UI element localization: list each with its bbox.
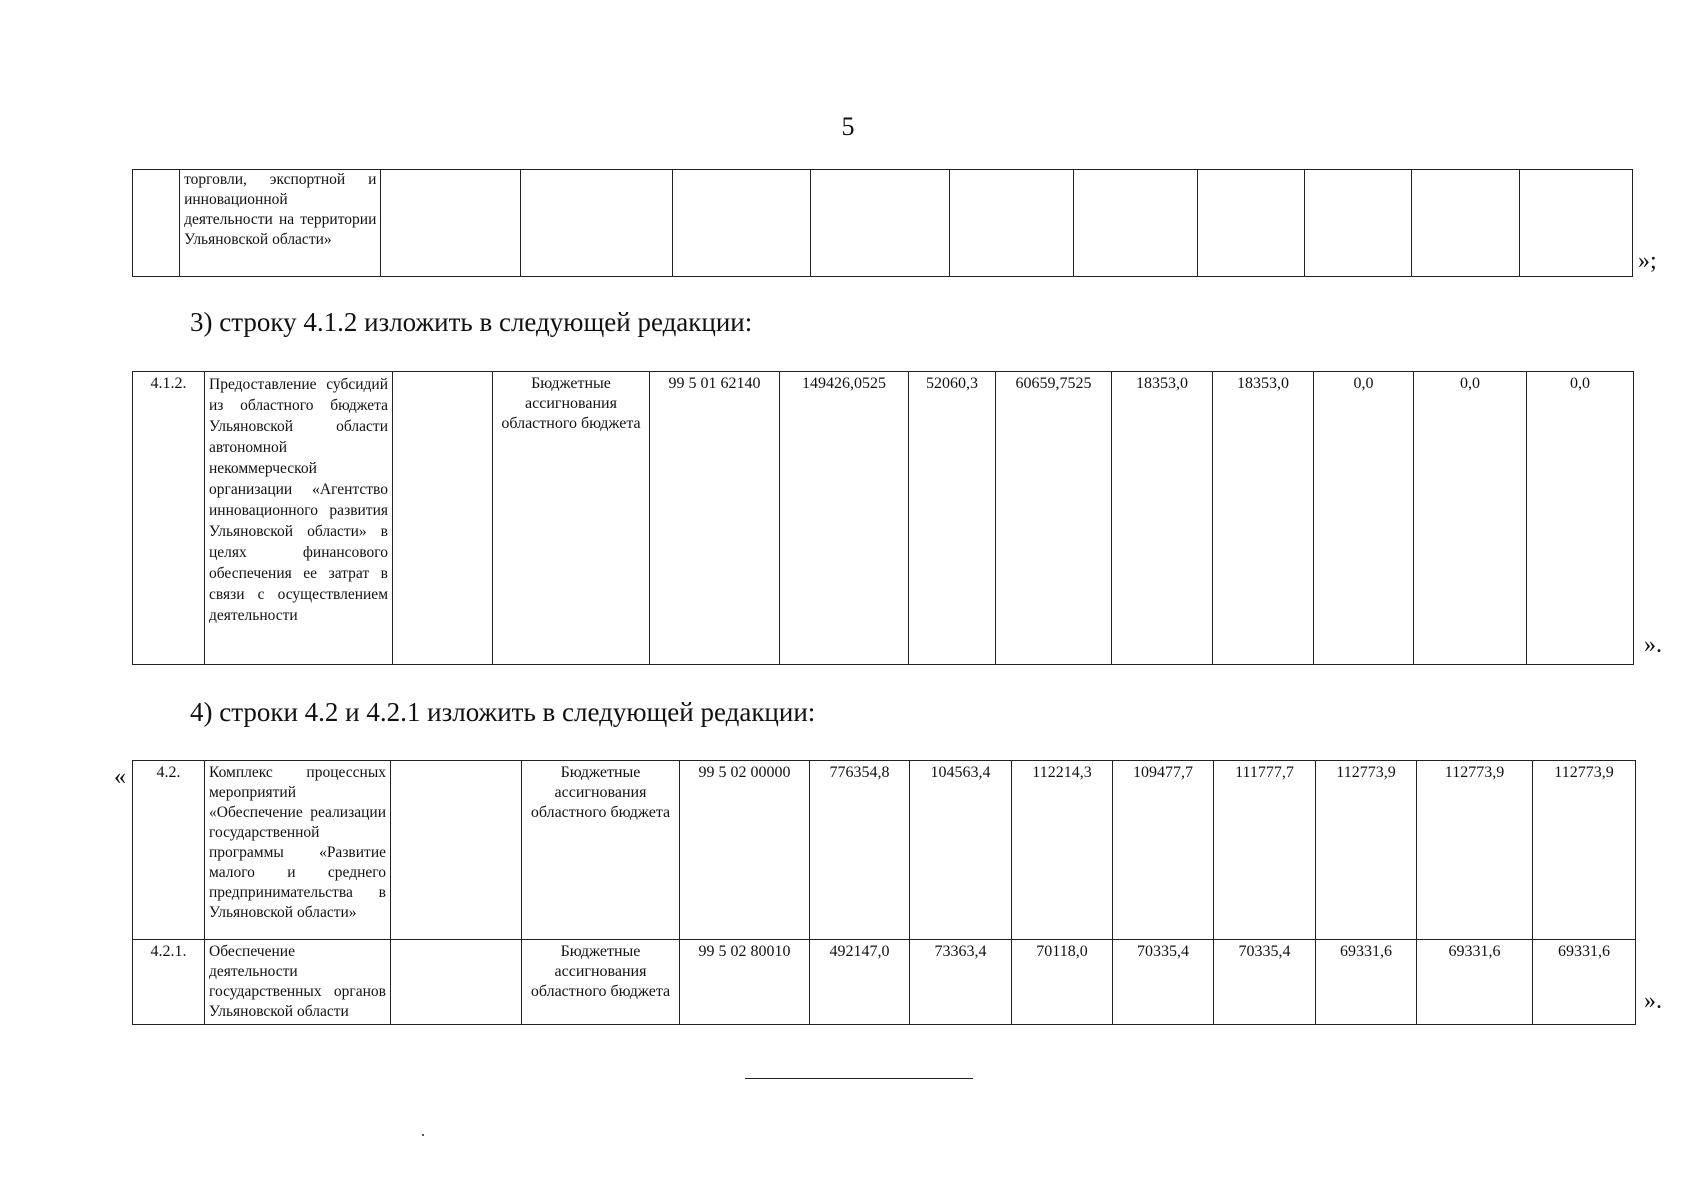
page-number: 5 <box>841 112 855 141</box>
value-year-6: 0,0 <box>1414 372 1527 665</box>
closing-quote-3: ». <box>1644 988 1662 1014</box>
table-42 <box>132 760 1636 1025</box>
value-year-4: 70335,4 <box>1214 940 1316 1025</box>
row-number: 4.2.1. <box>133 940 205 1025</box>
closing-quote-2: ». <box>1644 632 1662 658</box>
row-name: Обеспечение деятельности государственных органов Ульяновской области <box>205 940 391 1025</box>
value-total: 149426,0525 <box>780 372 909 665</box>
value-year-7: 69331,6 <box>1533 940 1636 1025</box>
funding-source: Бюджетные ассигнования областного бюджета <box>493 372 650 665</box>
table-412 <box>132 371 1634 665</box>
value-year-1: 52060,3 <box>909 372 996 665</box>
row-number: 4.2. <box>133 761 205 940</box>
row-name: торговли, экспортной и инновационной деятельности на территории Ульяновской области» <box>180 170 381 277</box>
value-year-6: 69331,6 <box>1417 940 1533 1025</box>
row-name: Комплекс процессных мероприятий «Обеспечение реализации государственной программы «Развитие малого и среднего предпринимательства в Ульяновской области» <box>205 761 391 940</box>
closing-quote-1: »; <box>1638 248 1657 274</box>
value-total: 492147,0 <box>810 940 910 1025</box>
table-row <box>133 940 1636 1025</box>
value-year-2: 70118,0 <box>1012 940 1113 1025</box>
value-year-4: 111777,7 <box>1214 761 1316 940</box>
value-year-6: 112773,9 <box>1417 761 1533 940</box>
funding-source: Бюджетные ассигнования областного бюджета <box>522 761 680 940</box>
value-year-4: 18353,0 <box>1213 372 1314 665</box>
row-name: Предоставление субсидий из областного бюджета Ульяновской области автономной некоммерческой организации «Агентство инновационного развития Ульяновской области» в целях финансового обеспечения ее затрат в связи с осуществлением деятельности <box>205 372 393 665</box>
heading-4: 4) строки 4.2 и 4.2.1 изложить в следующей редакции: <box>190 697 816 727</box>
value-year-2: 112214,3 <box>1012 761 1113 940</box>
value-year-1: 73363,4 <box>910 940 1012 1025</box>
table-continuation <box>132 169 1633 277</box>
value-year-2: 60659,7525 <box>996 372 1112 665</box>
value-year-5: 0,0 <box>1314 372 1414 665</box>
value-year-3: 109477,7 <box>1113 761 1214 940</box>
value-total: 776354,8 <box>810 761 910 940</box>
value-year-1: 104563,4 <box>910 761 1012 940</box>
value-year-3: 18353,0 <box>1112 372 1213 665</box>
value-year-7: 0,0 <box>1527 372 1634 665</box>
budget-code: 99 5 02 00000 <box>680 761 810 940</box>
budget-code: 99 5 02 80010 <box>680 940 810 1025</box>
value-year-5: 69331,6 <box>1316 940 1417 1025</box>
row-number: 4.1.2. <box>133 372 205 665</box>
heading-3: 3) строку 4.1.2 изложить в следующей редакции: <box>190 307 753 337</box>
footer-rule <box>745 1078 973 1079</box>
budget-code: 99 5 01 62140 <box>650 372 780 665</box>
value-year-5: 112773,9 <box>1316 761 1417 940</box>
value-year-7: 112773,9 <box>1533 761 1636 940</box>
cell-num <box>133 170 180 277</box>
scan-speck <box>422 1134 424 1136</box>
table-row <box>133 761 1636 940</box>
funding-source: Бюджетные ассигнования областного бюджета <box>522 940 680 1025</box>
value-year-3: 70335,4 <box>1113 940 1214 1025</box>
opening-quote: « <box>114 764 126 790</box>
